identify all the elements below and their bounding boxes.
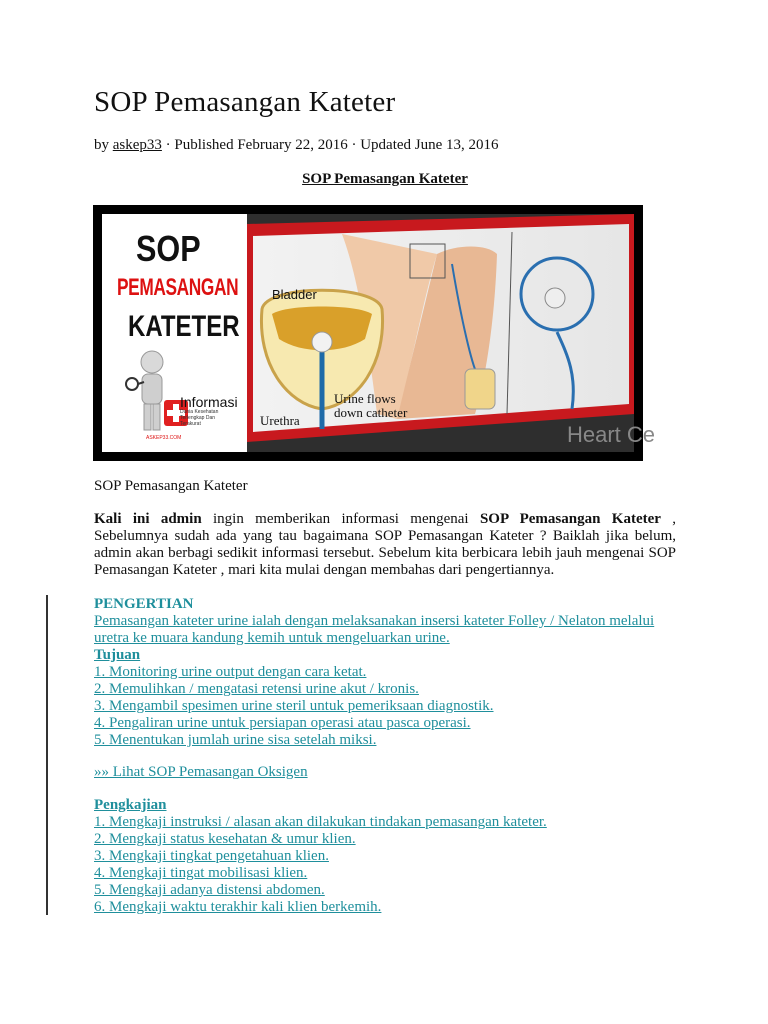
author-link[interactable]: askep33: [112, 137, 162, 153]
banner-kateter-text: KATETER: [128, 310, 240, 343]
intro-paragraph: [94, 511, 676, 579]
tujuan-item-2[interactable]: 2. Memulihkan / mengatasi retensi urine akut / kronis.: [94, 681, 419, 697]
center-title: SOP Pemasangan Kateter: [302, 171, 468, 187]
banner-informasi-subtext: Dunia Kesehatan Terlengkap Dan Terakurat: [180, 409, 219, 427]
intro-bold-2: SOP Pemasangan Kateter: [479, 511, 661, 527]
page-title: SOP Pemasangan Kateter: [94, 86, 396, 118]
quote-bar: [46, 595, 48, 915]
banner-site-text: ASKEP33.COM: [146, 435, 182, 441]
intro-text-2: , Sebelumnya sudah ada yang tau bagaimana SOP Pemasangan Kateter ? Baiklah jika belum, admin akan berbagi sedikit informasi tersebut. Sebelum kita berbicara lebih jauh mengenai SOP Pemasangan Kateter , mari kita mulai dengan membahas dari pengertiannya.: [94, 511, 676, 578]
pengkajian-item-4[interactable]: 4. Mengkaji tingat mobilisasi klien.: [94, 865, 308, 881]
pengkajian-item-5[interactable]: 5. Mengkaji adanya distensi abdomen.: [94, 882, 325, 898]
urine-flow-line-1: Urine flows: [334, 391, 396, 406]
bladder-label: Bladder: [272, 287, 317, 302]
pengertian-section: [94, 596, 694, 749]
byline-prefix: by: [94, 137, 113, 153]
intro-text-1: ingin memberikan informasi mengenai: [201, 511, 480, 527]
tujuan-item-1[interactable]: 1. Monitoring urine output dengan cara ketat.: [94, 664, 367, 680]
urine-flow-line-2: down catheter: [334, 405, 408, 420]
pengertian-link-line-1[interactable]: Pemasangan kateter urine ialah dengan melaksanakan insersi kateter Folley / Nelaton melalui: [94, 613, 655, 629]
image-caption: SOP Pemasangan Kateter: [94, 478, 248, 494]
tujuan-item-5[interactable]: 5. Menentukan jumlah urine sisa setelah miksi.: [94, 732, 377, 748]
banner-sop-text: SOP: [136, 228, 201, 269]
pengkajian-item-1[interactable]: 1. Mengkaji instruksi / alasan akan dilakukan tindakan pemasangan kateter.: [94, 814, 547, 830]
related-link-section: [94, 764, 694, 781]
tujuan-item-3[interactable]: 3. Mengambil spesimen urine steril untuk pemeriksaan diagnostik.: [94, 698, 494, 714]
catheter-diagram-icon: [247, 214, 656, 452]
banner-pemasangan-text: PEMASANGAN: [117, 274, 239, 301]
related-oksigen-link[interactable]: »» Lihat SOP Pemasangan Oksigen: [94, 764, 308, 780]
urine-flow-label: [334, 392, 407, 420]
catheter-illustration: [247, 214, 656, 452]
pengkajian-item-2[interactable]: 2. Mengkaji status kesehatan & umur klien.: [94, 831, 356, 847]
tujuan-heading[interactable]: Tujuan: [94, 647, 141, 663]
pengkajian-item-6[interactable]: 6. Mengkaji waktu terakhir kali klien berkemih.: [94, 899, 382, 915]
pengkajian-item-3[interactable]: 3. Mengkaji tingkat pengetahuan klien.: [94, 848, 329, 864]
publish-dates: · Published February 22, 2016 · Updated June 13, 2016: [161, 137, 499, 153]
banner-inner: [102, 214, 656, 452]
pengkajian-heading[interactable]: Pengkajian: [94, 797, 167, 813]
logo-panel: [102, 214, 242, 452]
intro-bold-1: Kali ini admin: [94, 511, 202, 527]
pengertian-heading: PENGERTIAN: [94, 596, 194, 612]
banner-image: [93, 205, 656, 461]
banner-informasi-text: Informasi: [180, 394, 238, 410]
pengertian-link-line-2[interactable]: uretra ke muara kandung kemih untuk mengeluarkan urine.: [94, 630, 450, 646]
pengkajian-section: [94, 797, 694, 916]
tujuan-item-4[interactable]: 4. Pengaliran urine untuk persiapan operasi atau pasca operasi.: [94, 715, 471, 731]
svg-text:Heart Ce: Heart Ce: [567, 422, 656, 447]
byline: [94, 137, 499, 154]
urethra-label: Urethra: [260, 413, 300, 428]
